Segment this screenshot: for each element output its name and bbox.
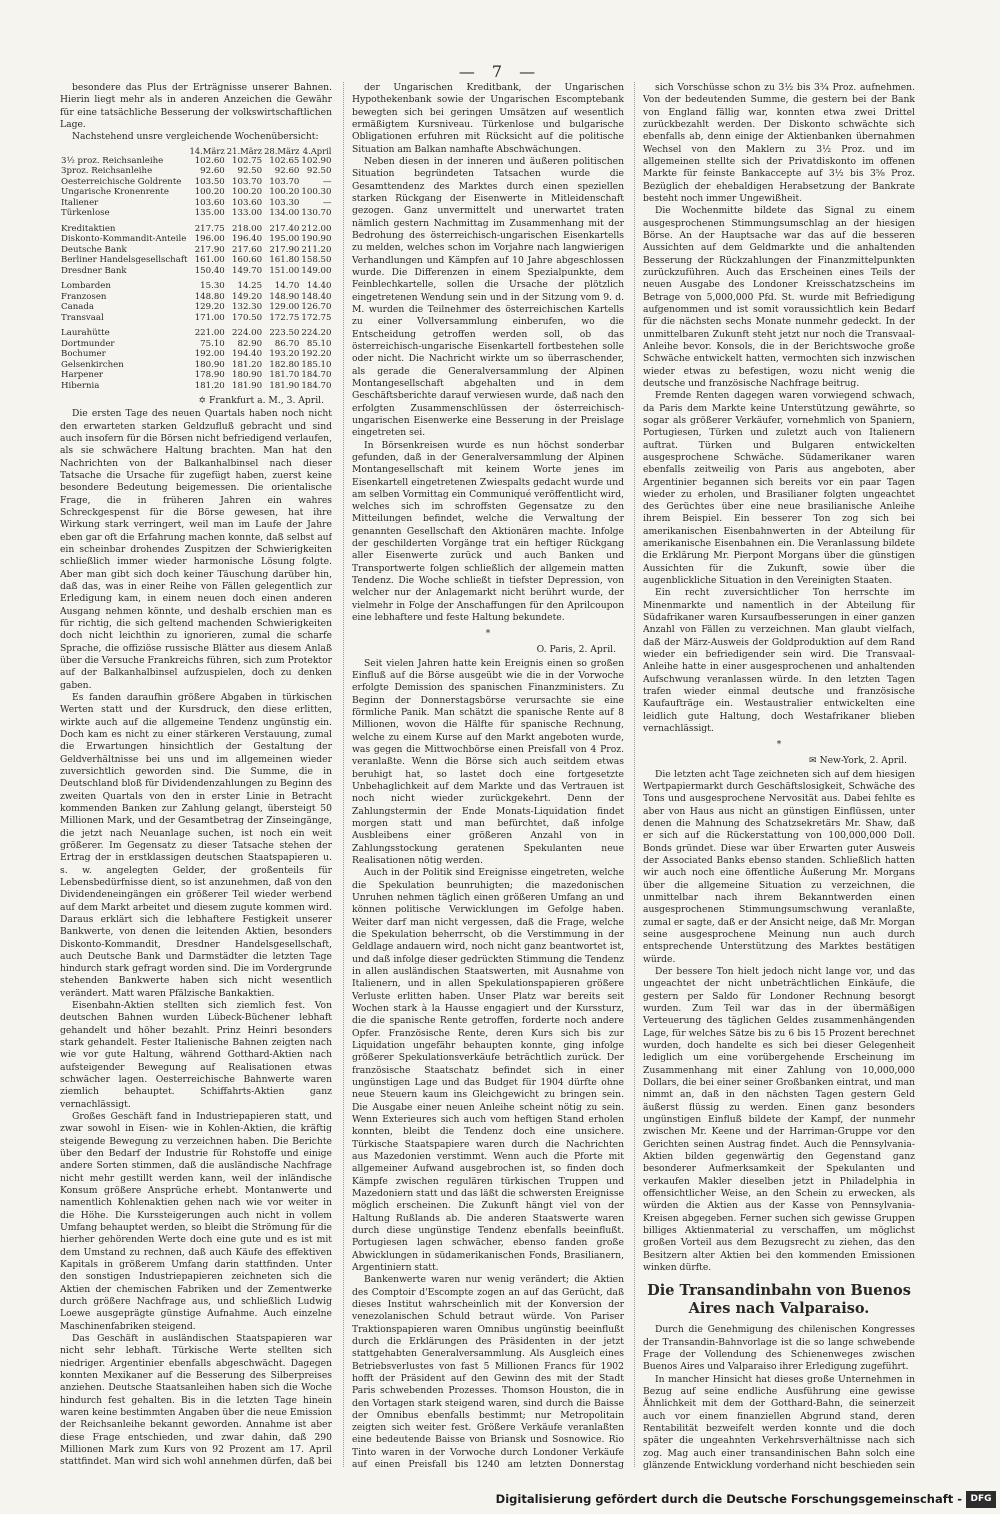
price-cell: 217.90 (194, 244, 225, 255)
price-cell: 185.10 (301, 359, 332, 370)
column-3 (643, 82, 915, 1470)
table-row (60, 219, 332, 234)
security-name-cell: Berliner Handelsgesellschaft (61, 255, 188, 266)
price-cell: 102.60 (194, 155, 225, 166)
column-2 (352, 82, 624, 1470)
dateline-frankfurt: ✡ Frankfurt a. M., 3. April. (198, 395, 324, 407)
price-cell: 217.75 (194, 223, 225, 234)
price-cell: 192.00 (194, 349, 225, 360)
table-row (60, 166, 332, 176)
london-paragraph: Ein recht zuversichtlicher Ton herrschte im Minenmarkte und namentlich in der Abteilung für Südafrikaner waren Kursaufbesserungen in einer ganzen Anzahl von Fällen zu verzeichnen. Man glaubt vielfach, daß der März-Ausweis der Goldproduktion auf dem Rand wieder ein befriedigender sein wird. Die Transvaal-Anleihe hatte in einer ausgesprochenen und anhaltenden Aufschwung veranlassen würde. In den letzten Tagen trafen wieder einmal deutsche und französische Kaufaufträge ein. Westaustralier entwickelten eine leidlich gute Haltung, doch Westafrikaner blieben vernachlässigt. (643, 587, 915, 735)
table-row (60, 156, 332, 166)
price-cell: 132.30 (232, 302, 263, 313)
table-header-row (60, 146, 332, 156)
price-cell: 184.70 (301, 380, 332, 391)
price-cell: 217.60 (232, 244, 263, 255)
security-name-cell: Oesterreichische Goldrente (61, 176, 182, 187)
frankfurt-paragraph: Das Geschäft in ausländischen Staatspapieren war nicht sehr lebhaft. Türkische Werte stellten sich niedriger. Argentinier ebenfalls abgeschwächt. Dagegen konnten Mexikaner auf die Besserung des Silberpreises anziehen. Deutsche Staatsanleihen haben sich die Woche hindurch fest gehalten. Bis in die letzten Tage hinein waren keine bestimmten Angaben über die neue Emission der Reichsanleihe bekannt geworden. Annahme ist aber diese Frage entschieden, und zwar dahin, daß 290 Millionen Mark zum Kurs von 92 Prozent am 17. April stattfindet. Man wird sich wohl annehmen dürfen, daß bei (60, 1333, 332, 1468)
column-1 (60, 82, 332, 1470)
newyork-paragraph: Der bessere Ton hielt jedoch nicht lange vor, und das ungeachtet der nicht unbeträchtlichen Einkäufe, die gestern per Saldo für Londoner Rechnung besorgt wurden. Zum Teil war das in der übermäßigen Verteuerung des täglichen Geldes zusammenhängenden Lage, für welches Sätze bis zu 6 bis 15 Prozent berechnet wurden, doch handelte es sich bei dieser Gelegenheit lediglich um eine vorübergehende Erscheinung im Zusammenhang mit einer Zahlung von 10,000,000 Dollars, die bei einer seiner Großbanken eintrat, und man nimmt an, daß in den nächsten Tagen gestern Geld äußerst flüssig zu werden. Einen ganz besonders ungünstigen Einfluß bildete der Kampf, der nunmehr zwischen Mr. Keene und der Harriman-Gruppe vor den Gerichten seinen Austrag findet. Auch die Pennsylvania-Aktien bilden gegenwärtig den Gegenstand ganz besonderer Aufmerksamkeit der Spekulanten und verkaufen Makler dieselben jetzt in Philadelphia in offensichtlicher Weise, an den Schein zu erwecken, als würden die Aktien aus der Kasse von Pennsylvania-Kreisen abgegeben. Ferner suchen sich gewisse Gruppen billiges Aktienmaterial zu verschaffen, um möglichst großen Vorteil aus dem Bezugsrecht zu ziehen, das den Besitzern alter Aktien bei den kommenden Emissionen winken dürfte. (643, 966, 915, 1273)
price-cell: 170.50 (232, 312, 263, 323)
table-row (60, 177, 332, 187)
funding-credit: Digitalisierung gefördert durch die Deutsche Forschungsgemeinschaft - (495, 1492, 962, 1506)
frankfurt-paragraph: Es fanden daraufhin größere Abgaben in türkischen Werten statt und der Kursdruck, den diese erlitten, wirkte auch auf die allgemeine Tendenz ungünstig ein. Doch kam es nicht zu einer stärkeren Verstauung, zumal die Erwartungen hinsichtlich der Gestaltung der Geldverhältnisse bei uns und im allgemeinen wieder zuversichtlich geworden sind. Die Summe, die in Deutschland bloß für Dividendenzahlungen zu Beginn des zweiten Quartals von den in erster Linie in Betracht kommenden Banken zur Zahlung gelangt, übersteigt 50 Millionen Mark, und der Gesamtbetrag der Zinseingänge, die jetzt nach Neuanlage suchen, ist noch ein weit größerer. Im Gegensatz zu dieser Tatsache stehen der Ertrag der in erstklassigen deutschen Staatspapieren u. s. w. angelegten Gelder, der großenteils für Lebensbedürfnisse dient, so ist anzunehmen, daß von den Dividendeneingängen ein größerer Teil wieder werbend auf dem Markt arbeitet und diesem zugute kommen wird. Daraus erklärt sich die lebhaftere Festigkeit unserer Bankwerte, von denen die leitenden Aktien, besonders Diskonto-Kommandit, Dresdner Handelsgesellschaft, auch Deutsche Bank und Darmstädter die letzten Tage hindurch stark gefragt worden sind. Die im Vordergrunde stehenden Bankwerte haben sich nicht wesentlich verändert. Matt waren Pfälzische Bankaktien. (60, 691, 332, 999)
paris-paragraph: Auch in der Politik sind Ereignisse eingetreten, welche die Spekulation beunruhigten; die mazedonischen Unruhen nehmen täglich einen größeren Umfang an und können politische Verwicklungen im Gefolge haben. Weiter darf man nicht vergessen, daß die Frage, welche die Spekulation beherrscht, ob die Verstimmung in der Geldlage andauern wird, noch nicht ganz beantwortet ist, und daß infolge dieser gedrückten Stimmung die Tendenz in allen ausländischen Staatswerten, mit Ausnahme von Italienern, und in allen Spekulationspapieren größere Verluste erlitten haben. Unser Platz war bereits seit Wochen stark à la Hausse engagiert und der Kurssturz, die die spanische Rente getroffen, forderte noch andere Opfer. Französische Rente, deren Kurs sich bis zur Liquidation ungefähr behaupten konnte, ging infolge größerer Spekulationsverkäufe beträchtlich zurück. Der französische Staatschatz befindet sich in einer ungünstigen Lage und das Budget für 1904 dürfte ohne neue Steuern kaum ins Gleichgewicht zu bringen sein. Die Ausgabe einer neuen Anleihe scheint nötig zu sein. Wenn Exterieures sich auch vom heftigen Stand erholen konnten, bleibt die Tendenz doch eine unsichere. Türkische Staatspapiere waren durch die Nachrichten aus Mazedonien verstimmt. Wenn auch die Pforte mit allgemeiner Aufwand ausgebrochen ist, so finden doch Kämpfe zwischen regulären türkischen Truppen und Mazedoniern statt und das läßt die schwersten Ereignisse möglich erscheinen. Die Zukunft hängt viel von der Haltung Rußlands ab. Die anderen Staatswerte waren durch diese ungünstige Tendenz ebenfalls beeinflußt. Portugiesen lagen schwächer, ebenso fanden große Abwicklungen in südamerikanischen Fonds, Brasilianern, Argentiniern statt. (352, 867, 624, 1273)
column-divider (634, 82, 635, 1467)
price-cell: 102.75 (232, 155, 263, 166)
london-paragraph: sich Vorschüsse schon zu 3½ bis 3¾ Proz. aufnehmen. Von der bedeutenden Summe, die gestern bei der Bank von England fällig war, konnten etwa zwei Drittel zurückbezahlt werden. Der Diskonto schwächte sich ebenfalls ab, denn einige der Aktienbanken übernahmen Wechsel von den Maklern zu 3½ Proz. und im allgemeinen stellte sich der Privatdiskonto im offenen Markte für feinste Bankaccepte auf 3½ bis 3⅝ Proz. Bezüglich der ehebaldigen Herabsetzung der Bankrate besteht noch immer Ungewißheit. (643, 82, 915, 204)
column-header: 4.April (302, 145, 332, 156)
price-cell: 190.90 (301, 234, 332, 245)
price-cell: 194.40 (232, 349, 263, 360)
table-row (60, 292, 332, 302)
column-divider (343, 82, 344, 1467)
price-cell: 223.50 (269, 328, 300, 339)
table-row (60, 360, 332, 370)
frankfurt-paragraph: Großes Geschäft fand in Industriepapieren statt, und zwar sowohl in Eisen- wie in Kohlen-Aktien, die kräftig steigende Bewegung zu verzeichnen haben. Die Berichte über den Bedarf der Industrie für Rohstoffe und einige andere Sorten stimmen, daß die ausländische Nachfrage nicht mehr gestillt werden kann, weil der inländische Konsum größere Ansprüche erhebt. Montanwerte und namentlich Kohlenaktien gehen nach wie vor weiter in die Höhe. Die Kurssteigerungen auch nicht in vollem Umfang behauptet werden, so bleibt die Strömung für die hierher gehörenden Werte doch eine gute und es ist mit dem Umstand zu rechnen, daß auch Käufe des effektiven Kapitals in größerem Umfang darin stattfinden. Unter den sonstigen Industriepapieren zeichneten sich die Aktien der chemischen Fabriken und der Zementwerke durch größere Nachfrage aus, und schließlich Ludwig Loewe ausgeprägte günstige Aufnahme. Auch einzelne Maschinenfabriken steigend. (60, 1111, 332, 1332)
table-row (60, 245, 332, 255)
price-cell: 100.20 (232, 187, 263, 198)
article-body (643, 1324, 915, 1470)
price-cell: 221.00 (194, 328, 225, 339)
price-cell: 150.40 (194, 265, 225, 276)
table-row (60, 187, 332, 197)
price-cell: 100.20 (194, 187, 225, 198)
price-cell: 180.90 (194, 359, 225, 370)
price-cell: 103.60 (232, 197, 263, 208)
table-row (60, 370, 332, 380)
price-cell: 160.60 (232, 255, 263, 266)
price-cell: 171.00 (194, 312, 225, 323)
price-cell: 103.50 (194, 176, 225, 187)
price-cell: 102.90 (301, 155, 332, 166)
price-cell: 158.50 (301, 255, 332, 266)
security-name-cell: Transvaal (61, 312, 104, 323)
wien-paragraph: In Börsenkreisen wurde es nun höchst sonderbar gefunden, daß in der Generalversammlung der Alpinen Montangesellschaft mit keinem Worte jenes im Eisenkartell eingetretenen Zwiespalts gedacht wurde und am selben Vormittag ein Communiqué veröffentlicht wird, welches sich im schroffsten Gegensatze zu den Mitteilungen befindet, welche die Verwaltung der genannten Gesellschaft den Aktionären machte. Infolge der geschilderten Vorgänge trat ein heftiger Rückgang aller Eisenwerte zurück und auch Banken und Transportwerte folgen schließlich der allgemein matten Tendenz. Die Woche schließt in tiefster Depression, von welcher nur der Anlagemarkt nicht berührt wurde, der vielmehr in Folge der Anschaffungen für den Aprilcoupon eine lebhaftere und feste Haltung bekundete. (352, 439, 624, 624)
security-name-cell: Kreditaktien (61, 223, 116, 234)
price-cell: 181.20 (194, 380, 225, 391)
digitization-footer (0, 1490, 1000, 1514)
price-cell: 161.80 (269, 255, 300, 266)
price-cell: 148.80 (194, 291, 225, 302)
table-row (60, 208, 332, 218)
price-cell: 192.20 (301, 349, 332, 360)
column-header: 21.März (226, 145, 263, 156)
table-row (60, 234, 332, 244)
wien-paragraph: Neben diesen in der inneren und äußeren politischen Situation begründeten Tatsachen wurde die Gesamttendenz des Marktes durch einen speziellen starken Rückgang der Eisenwerte in Mitleidenschaft gezogen. Ganz unvermittelt und unerwartet traten nämlich gestern Nachmittag im Zusammenhang mit der Bedrohung des österreichisch-ungarischen Eisenkartells zu melden, welches schon im Vorjahre nach langwierigen Verhandlungen und Kämpfen auf 10 Jahre abgeschlossen wurde. Die Differenzen in einem Spezialpunkte, dem Feinblechkartelle, sollen die Ursache der plötzlich eingetretenen Wendung sein und in der Sitzung vom 9. d. M. wurden die Teilnehmer des österreichischen Kartells zu einer Vollversammlung einberufen, wo die Entscheidung getroffen werden soll, ob das österreichisch-ungarische Eisenkartell fortbestehen solle oder nicht. Die Nachricht wirkte um so überraschender, als gerade die Generalversammlung der Alpinen Montangesellschaft abgehalten und in dem Geschäftsberichte darauf verwiesen wurde, daß nach den erfolgten Zusammenschlüssen der österreichisch-ungarischen Eisenwerke eine Besserung in der Preislage eingetreten sei. (352, 155, 624, 439)
article-paragraph: Durch die Genehmigung des chilenischen Kongresses der Transandin-Bahnvorlage ist die so lange schwebende Frage der Vollendung des Schienenweges zwischen Buenos Aires und Valparaiso ihrer Erledigung zugeführt. (643, 1324, 915, 1373)
security-name-cell: Deutsche Bank (61, 244, 127, 255)
price-cell: 224.00 (232, 328, 263, 339)
security-name-cell: Dresdner Bank (61, 265, 127, 276)
price-cell: 100.20 (269, 187, 300, 198)
price-cell: 161.00 (194, 255, 225, 266)
price-cell: 14.40 (306, 281, 332, 292)
price-cell: 15.30 (200, 281, 225, 292)
price-cell: 102.65 (269, 155, 300, 166)
security-name-cell: Canada (61, 302, 94, 313)
price-cell: 103.70 (269, 176, 300, 187)
page-number: — 7 — (458, 62, 542, 81)
price-cell: 85.10 (306, 338, 332, 349)
table-row (60, 302, 332, 312)
security-name-cell: Harpener (61, 370, 104, 381)
table-row (60, 313, 332, 323)
price-cell: 181.20 (232, 359, 263, 370)
price-cell: 172.75 (301, 312, 332, 323)
price-cell: 133.00 (232, 208, 263, 219)
price-cell: 14.70 (274, 281, 300, 292)
price-cell: 92.60 (274, 166, 300, 177)
price-cell: 151.00 (269, 265, 300, 276)
section-separator: * (485, 629, 491, 640)
table-row (60, 198, 332, 208)
price-cell: 184.70 (301, 370, 332, 381)
price-cell: 92.50 (237, 166, 263, 177)
newyork-report (643, 769, 915, 1274)
price-cell: 180.90 (232, 370, 263, 381)
column-header: 28.März (264, 145, 300, 156)
table-row (60, 255, 332, 265)
newyork-paragraph: Die letzten acht Tage zeichneten sich auf dem hiesigen Wertpapiermarkt durch Geschäftslosigkeit, Schwäche des Tons und ausgesprochene Nervosität aus. Dabei fehlte es aber von Haus aus nicht an günstigen Einflüssen, unter denen die Mahnung des Schatzsekretärs Mr. Shaw, daß er sich auf die Rückerstattung von 100,000,000 Doll. Bonds gründet. Diese war über Erwarten guter Ausweis der Associated Banks ebenso standen. Schließlich hatten wir auch noch eine öffentliche Äußerung Mr. Morgans über die allgemeine Situation zu verzeichnen, die unmittelbar nach ihrem Bekanntwerden einen ausgesprochenen Stimmungsumschwung veranlaßte, zumal er sagte, daß er der Ansicht neige, daß Mr. Morgan seine ausgesprochene Meinung nun auch durch entsprechende Unterstützung des Marktes bestätigen würde. (643, 768, 915, 965)
price-cell: 218.00 (232, 223, 263, 234)
security-name-cell: 3½ proz. Reichsanleihe (61, 155, 164, 166)
security-name-cell: 3proz. Reichsanleihe (61, 166, 153, 177)
price-cell: 129.20 (194, 302, 225, 313)
price-cell: 182.80 (269, 359, 300, 370)
column-header: 14.März (189, 145, 225, 156)
dfg-logo: DFG (966, 1491, 996, 1508)
frankfurt-paragraph: Eisenbahn-Aktien stellten sich ziemlich fest. Von deutschen Bahnen wurden Lübeck-Büchener lebhaft gehandelt und höher bezahlt. Prinz Heinri besonders stark gehandelt. Fester Italienische Bahnen zeigten nach wie vor gute Haltung, während Gotthard-Aktien nach aufsteigender Bewegung auf Realisationen etwas schwächer lagen. Oesterreichische Bahnwerte waren ziemlich behauptet. Schiffahrts-Aktien ganz vernachlässigt. (60, 1000, 332, 1110)
paris-paragraph: Seit vielen Jahren hatte kein Ereignis einen so großen Einfluß auf die Börse ausgeübt wie die in der Vorwoche erfolgte Demission des spanischen Finanzministers. Zu Beginn der Donnerstagsbörse verursachte sie eine förmliche Panik. Man schätzt die spanische Rente auf 8 Millionen, wovon die Hälfte für spanische Rechnung, welche zu einem Kurse auf den Markt angeboten wurde, was gegen die Mittwochbörse einen Preisfall von 4 Proz. veranlaßte. Wenn die Börse sich auch seitdem etwas beruhigt hat, so lastet doch eine fortgesetzte Unbehaglichkeit auf dem Markte und das Vertrauen ist noch nicht wieder zurückgekehrt. Denn der Zahlungstermin der Ende Monats-Liquidation findet morgen statt und man befürchtet, daß infolge Ausbleibens einer größeren Anzahl von in Zahlungsstockung geratenen Spekulanten neue Realisationen nötig werden. (352, 657, 624, 867)
security-name-cell: Franzosen (61, 291, 107, 302)
section-separator: * (776, 740, 782, 751)
security-name-cell: Diskonto-Kommandit-Anteile (61, 234, 187, 245)
price-cell: 92.50 (306, 166, 332, 177)
security-name-cell: Dortmunder (61, 338, 115, 349)
table-body (60, 156, 332, 391)
dateline-newyork: ✉ New-York, 2. April. (808, 755, 907, 767)
price-cell: 172.75 (269, 312, 300, 323)
price-cell: — (322, 197, 332, 208)
table-row (60, 266, 332, 276)
price-cell: 129.00 (269, 302, 300, 313)
price-cell: 217.40 (269, 223, 300, 234)
security-name-cell: Gelsenkirchen (61, 359, 124, 370)
price-cell: 178.90 (194, 370, 225, 381)
price-cell: 130.70 (301, 208, 332, 219)
price-cell: 149.00 (301, 265, 332, 276)
price-cell: 86.70 (274, 338, 300, 349)
price-cell: 100.30 (301, 187, 332, 198)
price-cell: 135.00 (194, 208, 225, 219)
table-row (60, 349, 332, 359)
price-cell: 196.40 (232, 234, 263, 245)
article-title: Die Transandinbahn von Buenos Aires nach Valparaiso. (647, 1282, 911, 1318)
table-row (60, 323, 332, 338)
wien-report-continued (352, 82, 624, 624)
security-name-cell: Laurahütte (61, 328, 110, 339)
security-name-cell: Italiener (61, 197, 99, 208)
price-cell: 92.60 (200, 166, 225, 177)
price-cell: 103.30 (269, 197, 300, 208)
price-cell: — (322, 176, 332, 187)
table-row (60, 339, 332, 349)
dateline-paris: O. Paris, 2. April. (536, 644, 616, 656)
frankfurt-report (60, 408, 332, 1470)
price-cell: 75.10 (200, 338, 225, 349)
price-cell: 149.20 (232, 291, 263, 302)
london-paragraph: Fremde Renten dagegen waren vorwiegend schwach, da Paris dem Markte keine Unterstützung gewährte, so sogar als größerer Verkäufer, vornehmlich von Spaniern, Portugiesen, Türken und zuletzt auch von Italienern auftrat. Türken und Bulgaren entwickelten ausgesprochene Schwäche. Südamerikaner waren ebenfalls zeitweilig von Paris aus angeboten, aber Argentinier begannen sich bereits vor ein paar Tagen wieder zu erholen, und Brasilianer folgten ungeachtet des Gerüchtes über eine neue brasilianische Anleihe ihrem Beispiel. Ein besserer Ton zog sich bei amerikanischen Eisenbahnwerten in der Abteilung für amerikanische Eisenbahnen ein. Die Veranlassung bildete die Erklärung Mr. Pierpont Morgans über die günstigen Aussichten für die Zukunft, sowie über die augenblickliche Situation in den Vereinigten Staaten. (643, 390, 915, 587)
price-cell: 149.70 (232, 265, 263, 276)
security-name-cell: Lombarden (61, 281, 111, 292)
price-cell: 224.20 (301, 328, 332, 339)
security-name-cell: Hibernia (61, 380, 100, 391)
weekly-price-table (60, 146, 332, 391)
intro-paragraph: besondere das Plus der Erträgnisse unserer Bahnen. Hierin liegt mehr als in anderen Anzeichen die Gewähr für eine tatsächliche Besserung der volkswirtschaftlichen Lage. (60, 82, 332, 130)
price-cell: 103.70 (232, 176, 263, 187)
price-cell: 103.60 (194, 197, 225, 208)
price-cell: 196.00 (194, 234, 225, 245)
price-cell: 217.90 (269, 244, 300, 255)
price-cell: 193.20 (269, 349, 300, 360)
frankfurt-paragraph: Die ersten Tage des neuen Quartals haben noch nicht den erwarteten starken Geldzufluß gebracht und sind auch insofern für die Börsen nicht befriedigend verlaufen, als sie schwächere Haltung brachten. Man hat den Nachrichten von der Balkanhalbinsel nach dieser Tatsache die Ursache für zugefügt haben, zuerst keine besondere Bedeutung beigemessen. Die orientalische Frage, die in früheren Jahren ein wahres Schreckgespenst für die Börse gewesen, hat ihre Wirkung stark verringert, weil man im Laufe der Jahre eben gar oft die Erfahrung machen konnte, daß selbst auf ein scheinbar drohendes Zuspitzen der Schwierigkeiten schließlich immer wieder harmonische Lösung folgte. Aber man gibt sich doch keiner Täuschung darüber hin, daß das, was in einer Reihe von Fällen gelegentlich zur Erledigung kam, in einem neuen doch einen anderen Ausgang nehmen könnte, und deshalb erschien man es für richtig, die sich geltend machenden Schwierigkeiten doch nicht leichthin zu ignorieren, zumal die scharfe Sprache, die offiziöse russische Blätter aus diesem Anlaß über die Versuche Frankreichs führen, sich zum Protektor auf der Balkanhalbinsel aufzuspielen, doch zu denken gaben. (60, 408, 332, 691)
security-name-cell: Bochumer (61, 349, 106, 360)
security-name-cell: Ungarische Kronenrente (61, 187, 169, 198)
paris-paragraph: Bankenwerte waren nur wenig verändert; die Aktien des Comptoir d'Escompte zogen an auf das Gerücht, daß dieses Institut wahrscheinlich mit der Konversion der venezolanischen Schuld betraut würde. Von Pariser Traktionspapieren waren Omnibus ungünstig beeinflußt durch die Erklärungen des Präsidenten in der jetzt stattgehabten Generalversammlung. Als Ausgleich eines Betriebsverlustes von fast 5 Millionen Francs für 1902 hofft der Präsident auf den Gewinn des mit der Stadt Paris schwebenden Prozesses. Thomson Houston, die in den Vortagen stark steigend waren, sind durch die Baisse der Omnibus ebenfalls bestimmt; nur Metropolitain zeigten sich weiter fest. Größere Verkäufe veranlaßten eine bedeutende Baisse von Briansk und Sosnowice. Rio Tinto waren in der Vorwoche durch Londoner Verkäufe auf einen Preisfall bis 1240 am letzten Donnerstag (352, 1274, 624, 1470)
price-cell: 126.70 (301, 302, 332, 313)
london-paragraph: Die Wochenmitte bildete das Signal zu einem ausgesprochenen Stimmungsumschlag an der hiesigen Börse. An der Hauptsache war das auf die besseren Aussichten auf dem Geldmarkte und die anhaltenden Besserung der Rückzahlungen der Finanzmittelpunkten zurückzuführen. Auch das Erscheinen eines Teils der neuen Ausgabe des Londoner Kreisschatzscheins im Betrage von 5,000,000 Pfd. St. wurde mit Befriedigung aufgenommen und ist somit voraussichtlich kein Bedarf für die nächsten sechs Monate nunmehr gedeckt. In der unmittelbaren Zukunft steht jetzt nur noch die Transvaal-Anleihe bevor. Konsols, die in der Berichtswoche große Schwäche entwickelt hatten, vermochten sich inzwischen wieder etwas zu befestigen, wozu nicht wenig die deutsche und französische Nachfrage beitrug. (643, 205, 915, 389)
table-row (60, 276, 332, 291)
article-paragraph: In mancher Hinsicht hat dieses große Unternehmen in Bezug auf seine endliche Ausführung eine gewisse Ähnlichkeit mit dem der Gotthard-Bahn, die seinerzeit auch vor einem finanziellen Abgrund stand, deren Rentabilität bezweifelt werden konnte und die doch später die ungeahnten Verkehrsverhältnisse nach sich zog. Mag auch einer transandinischen Bahn solch eine glänzende Entwicklung vorderhand nicht beschieden sein (643, 1373, 915, 1470)
london-report-continued (643, 82, 915, 735)
table-row (60, 381, 332, 391)
price-cell: 181.90 (269, 380, 300, 391)
paris-report (352, 658, 624, 1470)
wien-paragraph: der Ungarischen Kreditbank, der Ungarischen Hypothekenbank sowie der Ungarischen Escomptebank bewegten sich bei geringen Umsätzen auf wesentlich ermäßigtem Kursniveau. Türkenlose und bulgarische Obligationen erfuhren mit Rücksicht auf die politische Situation am Balkan namhafte Abschwächungen. (352, 82, 624, 155)
price-cell: 134.00 (269, 208, 300, 219)
price-cell: 82.90 (237, 338, 263, 349)
security-name-cell: Türkenlose (61, 208, 110, 219)
price-cell: 181.70 (269, 370, 300, 381)
price-cell: 211.20 (301, 244, 332, 255)
price-cell: 195.00 (269, 234, 300, 245)
price-cell: 212.00 (301, 223, 332, 234)
price-cell: 181.90 (232, 380, 263, 391)
price-cell: 148.90 (269, 291, 300, 302)
table-intro: Nachstehend unsre vergleichende Wochenübersicht: (72, 131, 319, 143)
price-cell: 14.25 (237, 281, 263, 292)
price-cell: 148.40 (301, 291, 332, 302)
